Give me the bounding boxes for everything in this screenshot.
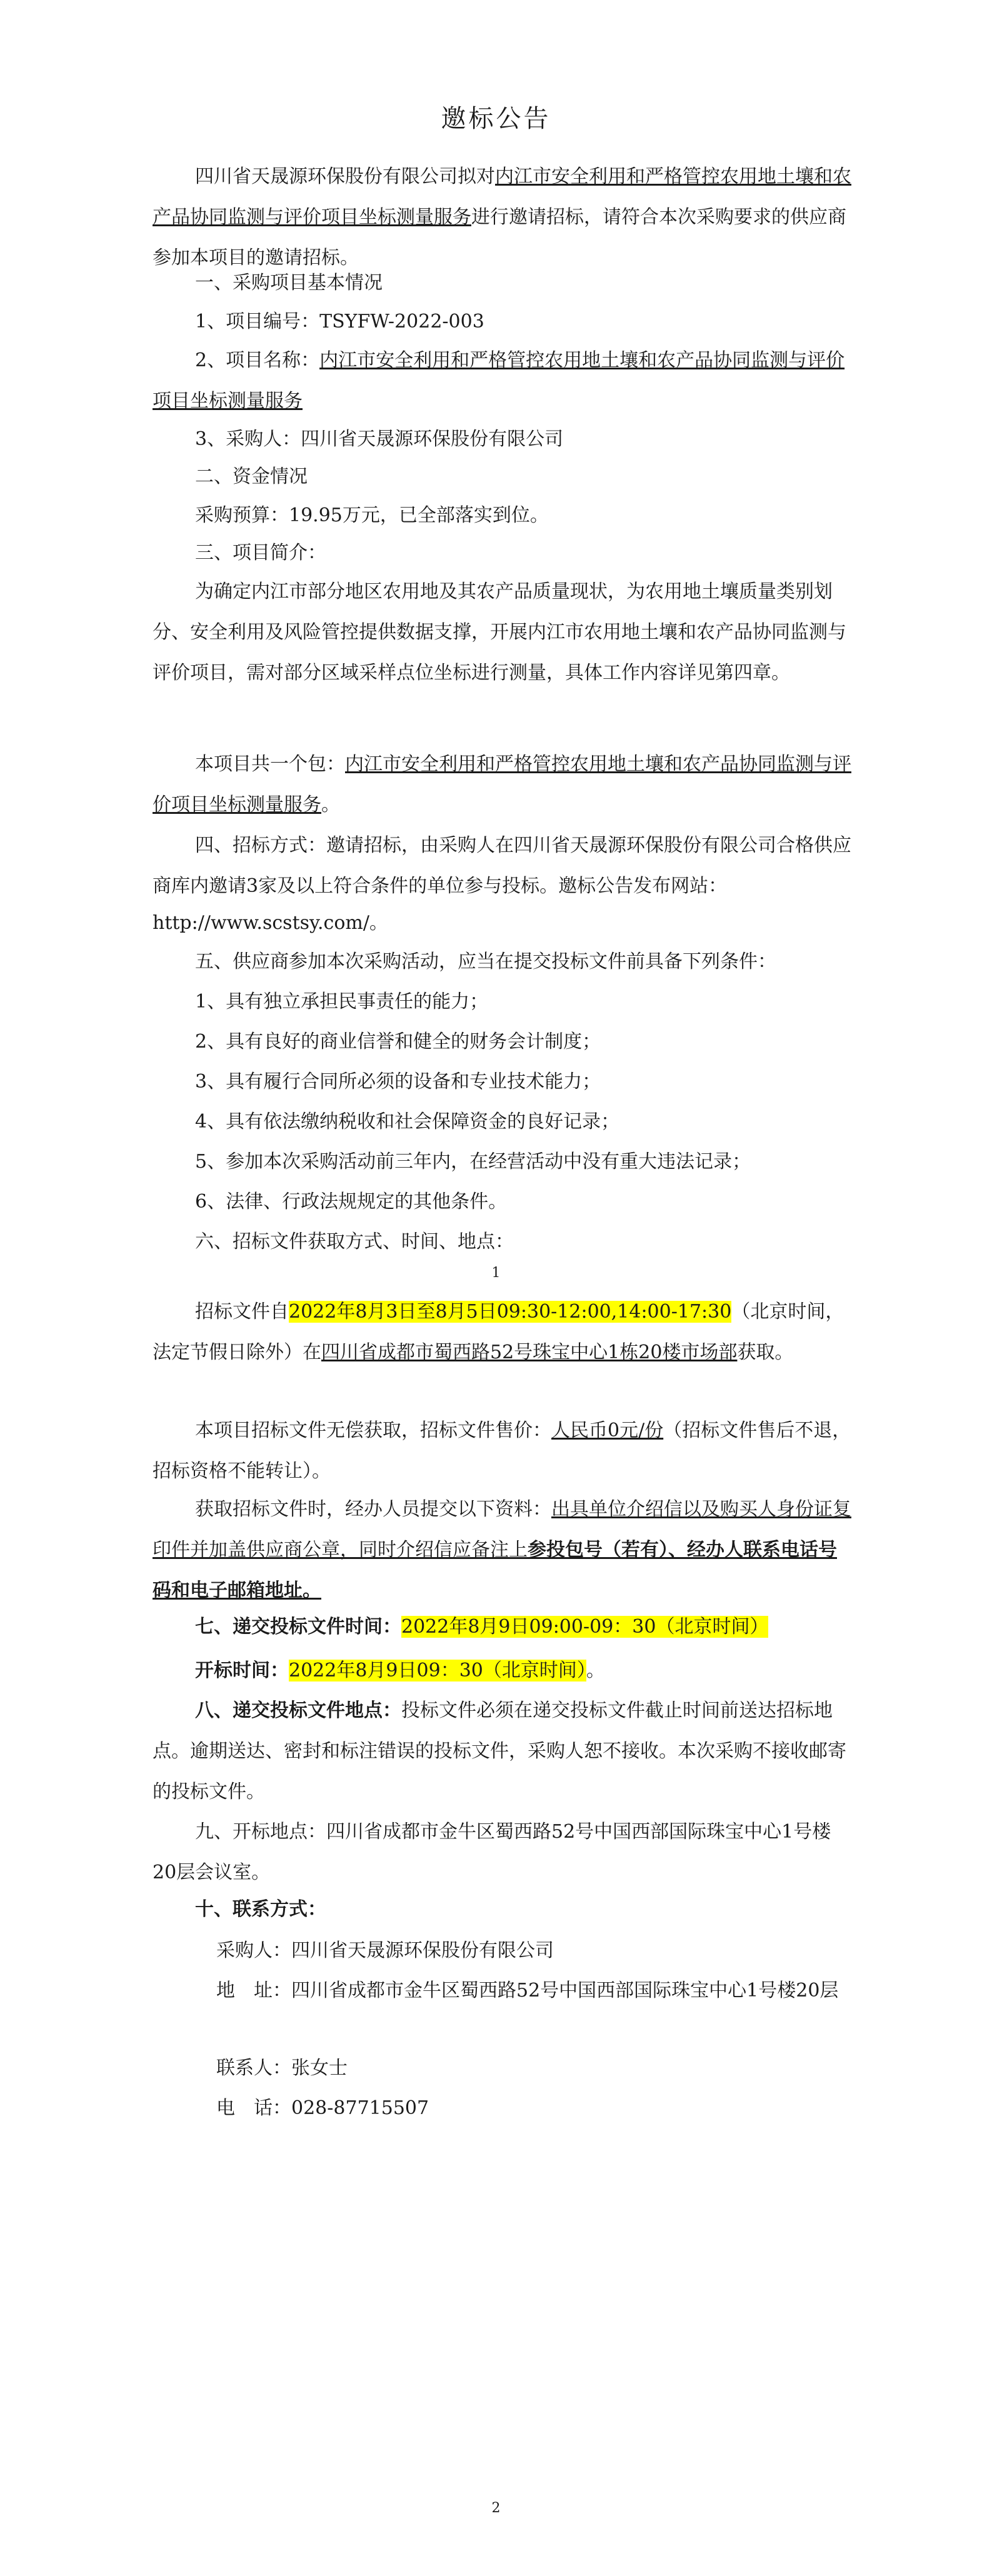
contact-address: 地 址：四川省成都市金牛区蜀西路52号中国西部国际珠宝中心1号楼20层: [216, 1980, 839, 2002]
opening-time-paragraph: [195, 1650, 895, 1691]
contact-phone: 电 话：028-87715507: [216, 2097, 429, 2119]
condition-1: 1、具有独立承担民事责任的能力；: [195, 991, 489, 1013]
project-number: 1、项目编号：TSYFW-2022-003: [195, 311, 484, 333]
documents-label: 获取招标文件时，经办人员提交以下资料：: [195, 1498, 551, 1520]
condition-4: 4、具有依法缴纳税收和社会保障资金的良好记录；: [195, 1111, 620, 1133]
submission-time-label: 七、递交投标文件时间：: [195, 1616, 401, 1638]
section-6-heading: 六、招标文件获取方式、时间、地点：: [195, 1231, 514, 1253]
intro-text-end: 进行邀请招标，请符合本次采购要求的供应商参加本项目的邀请招标。: [153, 206, 846, 269]
intro-text: 四川省天晟源环保股份有限公司拟对: [195, 166, 495, 188]
budget-text: 采购预算：19.95万元，已全部落实到位。: [195, 504, 549, 526]
fee-value: 人民币0元/份: [551, 1420, 664, 1441]
obtain-place: 四川省成都市蜀西路52号珠宝中心1栋20楼市场部: [321, 1341, 738, 1363]
section-2-heading: 二、资金情况: [195, 466, 308, 488]
condition-2: 2、具有良好的商业信誉和健全的财务会计制度；: [195, 1031, 601, 1053]
package-name: 内江市安全利用和严格管控农用地土壤和农产品协同监测与评价项目坐标测量服务: [153, 753, 851, 816]
fee-label: 本项目招标文件无偿获取，招标文件售价：: [195, 1420, 551, 1441]
intro-paragraph: [153, 156, 853, 278]
opening-time-label: 开标时间：: [195, 1660, 289, 1681]
section-5-heading: 五、供应商参加本次采购活动，应当在提交投标文件前具备下列条件：: [195, 951, 776, 973]
submission-place-label: 八、递交投标文件地点：: [195, 1700, 401, 1722]
obtain-paragraph: [153, 1291, 853, 1373]
documents-paragraph: [153, 1489, 853, 1611]
project-name-item: [153, 340, 853, 421]
page-number-1: 1: [491, 1265, 501, 1281]
project-name-inline: 内江市安全利用和严格管控农用地土壤和农产品协同监测与评价项目坐标测量服务: [153, 166, 851, 228]
section-1-heading: 一、采购项目基本情况: [195, 272, 383, 294]
purchaser-item: 3、采购人：四川省天晟源环保股份有限公司: [195, 428, 564, 450]
submission-place-text: 投标文件必须在递交投标文件截止时间前送达招标地点。逾期送达、密封和标注错误的投标文件，采购人恕不接收。本次采购不接收邮寄的投标文件。: [153, 1700, 846, 1803]
submission-time: 2022年8月9日09:00-09：30（北京时间）: [401, 1616, 769, 1638]
obtain-end: 获取。: [737, 1341, 794, 1363]
opening-time: 2022年8月9日09：30（北京时间）: [289, 1660, 586, 1681]
contact-person: 联系人：张女士: [216, 2057, 348, 2079]
project-name-label: 2、项目名称：: [195, 349, 320, 371]
obtain-time: 2022年8月3日至8月5日09:30-12:00,14:00-17:30: [289, 1301, 732, 1323]
package-paragraph: [153, 744, 853, 825]
obtain-note: （北京时间，法定节假日除外）在: [153, 1301, 844, 1363]
opening-time-end: 。: [586, 1660, 605, 1681]
section-8-paragraph: [153, 1690, 853, 1812]
fee-paragraph: [153, 1410, 853, 1491]
fee-note: （招标文件售后不退，招标资格不能转让）。: [153, 1420, 851, 1482]
page-number-2: 2: [491, 2500, 501, 2516]
condition-5: 5、参加本次采购活动前三年内，在经营活动中没有重大违法记录；: [195, 1151, 751, 1173]
section-4-paragraph: 四、招标方式：邀请招标，由采购人在四川省天晟源环保股份有限公司合格供应商库内邀请3家及以上符合条件的单位参与投标。邀标公告发布网站：: [153, 834, 851, 897]
condition-6: 6、法律、行政法规规定的其他条件。: [195, 1191, 508, 1213]
page-title: 邀标公告: [441, 104, 551, 133]
section-3-heading: 三、项目简介：: [195, 542, 326, 564]
obtain-label: 招标文件自: [195, 1301, 289, 1323]
section-7-paragraph: [153, 1606, 853, 1647]
condition-3: 3、具有履行合同所必须的设备和专业技术能力；: [195, 1071, 601, 1093]
contact-buyer: 采购人：四川省天晟源环保股份有限公司: [216, 1940, 554, 1962]
project-name-value: 内江市安全利用和严格管控农用地土壤和农产品协同监测与评价项目坐标测量服务: [153, 349, 845, 412]
package-label: 本项目共一个包：: [195, 753, 345, 775]
section-10-heading: 十、联系方式：: [195, 1898, 326, 1920]
documents-notes: 参投包号（若有）、经办人联系电话号码和电子邮箱地址。: [153, 1539, 837, 1601]
documents-required: 出具单位介绍信以及购买人身份证复印件并加盖供应商公章，同时介绍信应备注上: [153, 1498, 851, 1561]
section-9-paragraph: 九、开标地点：四川省成都市金牛区蜀西路52号中国西部国际珠宝中心1号楼20层会议室。: [153, 1821, 831, 1883]
website-link: http://www.scstsy.com/。: [153, 912, 388, 934]
project-description: 为确定内江市部分地区农用地及其农产品质量现状，为农用地土壤质量类别划分、安全利用及风险管控提供数据支撑，开展内江市农用地土壤和农产品协同监测与评价项目，需对部分区域采样点位坐标进行测量，具体工作内容详见第四章。: [153, 581, 846, 684]
package-end: 。: [321, 794, 340, 816]
